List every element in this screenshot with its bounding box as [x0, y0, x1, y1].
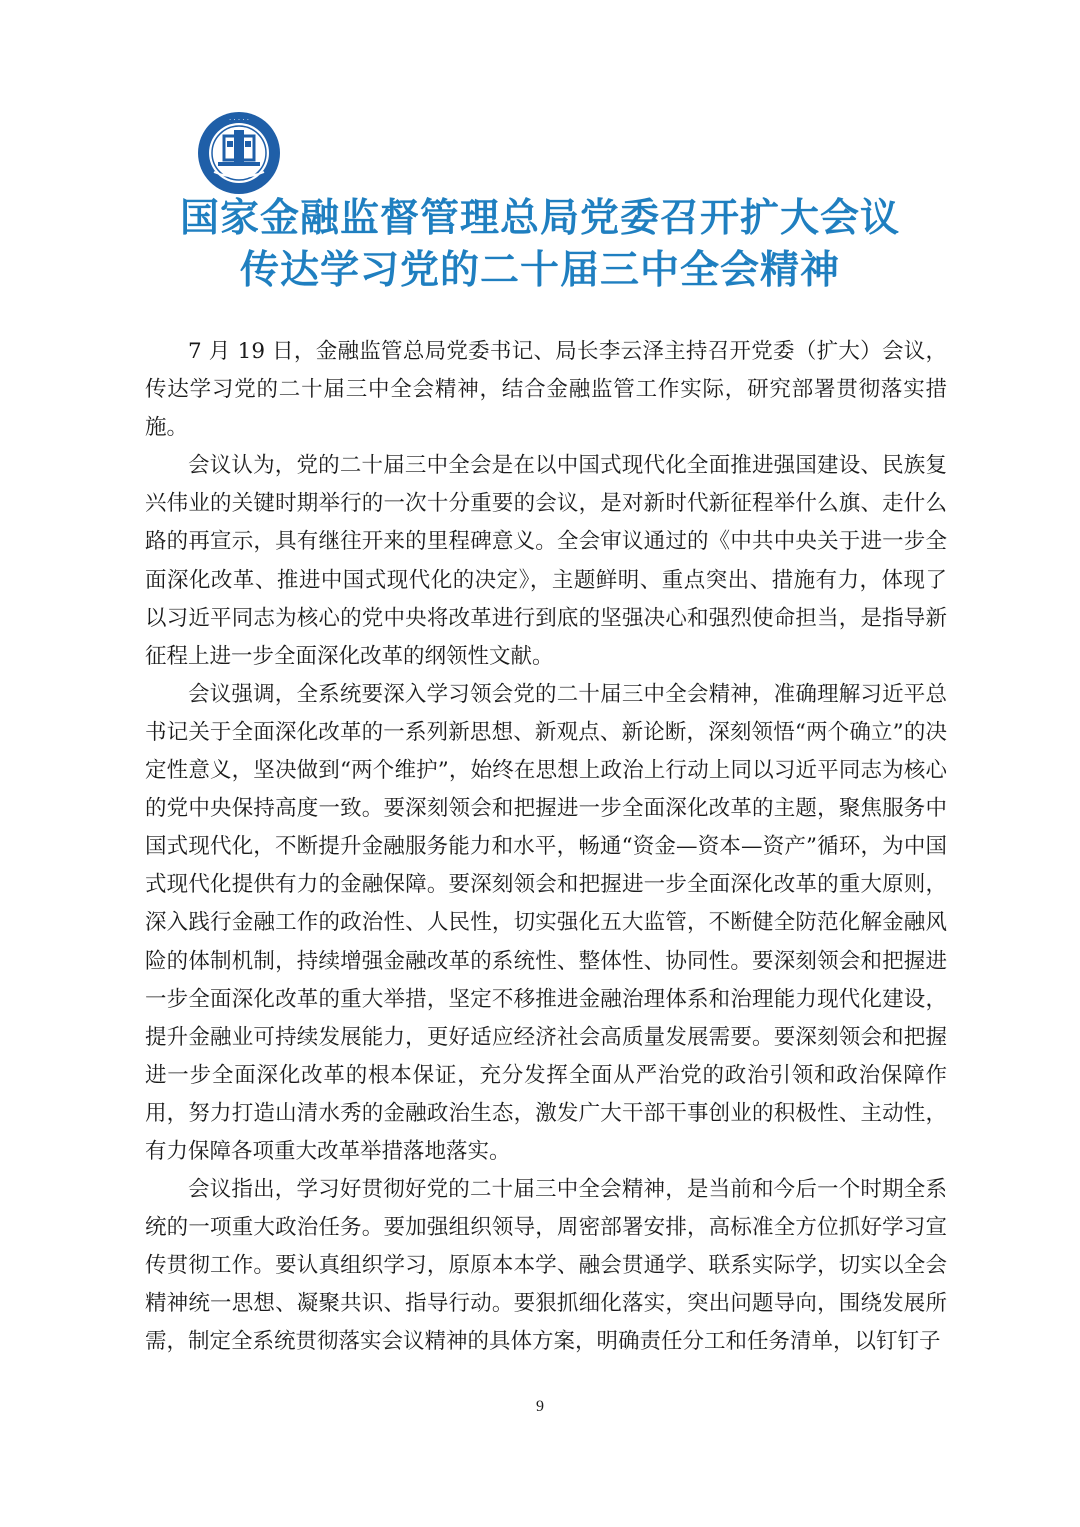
paragraph-3: 会议强调，全系统要深入学习领会党的二十届三中全会精神，准确理解习近平总书记关于全面深化改革的一系列新思想、新观点、新论断，深刻领悟“两个确立”的决定性意义，坚决做到“两个维护”，始终在思想上政治上行动上同以习近平同志为核心的党中央保持高度一致。要深刻领会和把握进一步全面深化改革的主题，聚焦服务中国式现代化，不断提升金融服务能力和水平，畅通“资金—资本—资产”循环，为中国式现代化提供有力的金融保障。要深刻领会和把握进一步全面深化改革的重大原则，深入践行金融工作的政治性、人民性，切实强化五大监管，不断健全防范化解金融风险的体制机制，持续增强金融改革的系统性、整体性、协同性。要深刻领会和把握进一步全面深化改革的重大举措，坚定不移推进金融治理体系和治理能力现代化建设，提升金融业可持续发展能力，更好适应经济社会高质量发展需要。要深刻领会和把握进一步全面深化改革的根本保证，充分发挥全面从严治党的政治引领和政治保障作用，努力打造山清水秀的金融政治生态，激发广大干部干事创业的积极性、主动性，有力保障各项重大改革举措落地落实。: [145, 681, 947, 1164]
article-body: [145, 333, 947, 1362]
paragraph-2: 会议认为，党的二十届三中全会是在以中国式现代化全面推进强国建设、民族复兴伟业的关键时期举行的一次十分重要的会议，是对新时代新征程举什么旗、走什么路的再宣示，具有继往开来的里程碑意义。全会审议通过的《中共中央关于进一步全面深化改革、推进中国式现代化的决定》，主题鲜明、重点突出、措施有力，体现了以习近平同志为核心的党中央将改革进行到底的坚强决心和强烈使命担当，是指导新征程上进一步全面深化改革的纲领性文献。: [145, 453, 947, 669]
document-title-line-1: 国家金融监督管理总局党委召开扩大会议: [179, 196, 900, 241]
cbirc-emblem-icon: [196, 110, 282, 196]
paragraph-4: 会议指出，学习好贯彻好党的二十届三中全会精神，是当前和今后一个时期全系统的一项重大政治任务。要加强组织领导，周密部署安排，高标准全方位抓好学习宣传贯彻工作。要认真组织学习，原原本本学、融会贯通学、联系实际学，切实以全会精神统一思想、凝聚共识、指导行动。要狠抓细化落实，突出问题导向，围绕发展所需，制定全系统贯彻落实会议精神的具体方案，明确责任分工和任务清单，以钉钉子: [145, 1177, 947, 1355]
page-number: 9: [536, 1398, 544, 1415]
svg-text:· · · · ·: · · · · ·: [228, 116, 250, 124]
document-title-line-2: 传达学习党的二十届三中全会精神: [239, 248, 840, 293]
paragraph-1: 7 月 19 日，金融监管总局党委书记、局长李云泽主持召开党委（扩大）会议，传达学习党的二十届三中全会精神，结合金融监管工作实际，研究部署贯彻落实措施。: [145, 339, 947, 441]
